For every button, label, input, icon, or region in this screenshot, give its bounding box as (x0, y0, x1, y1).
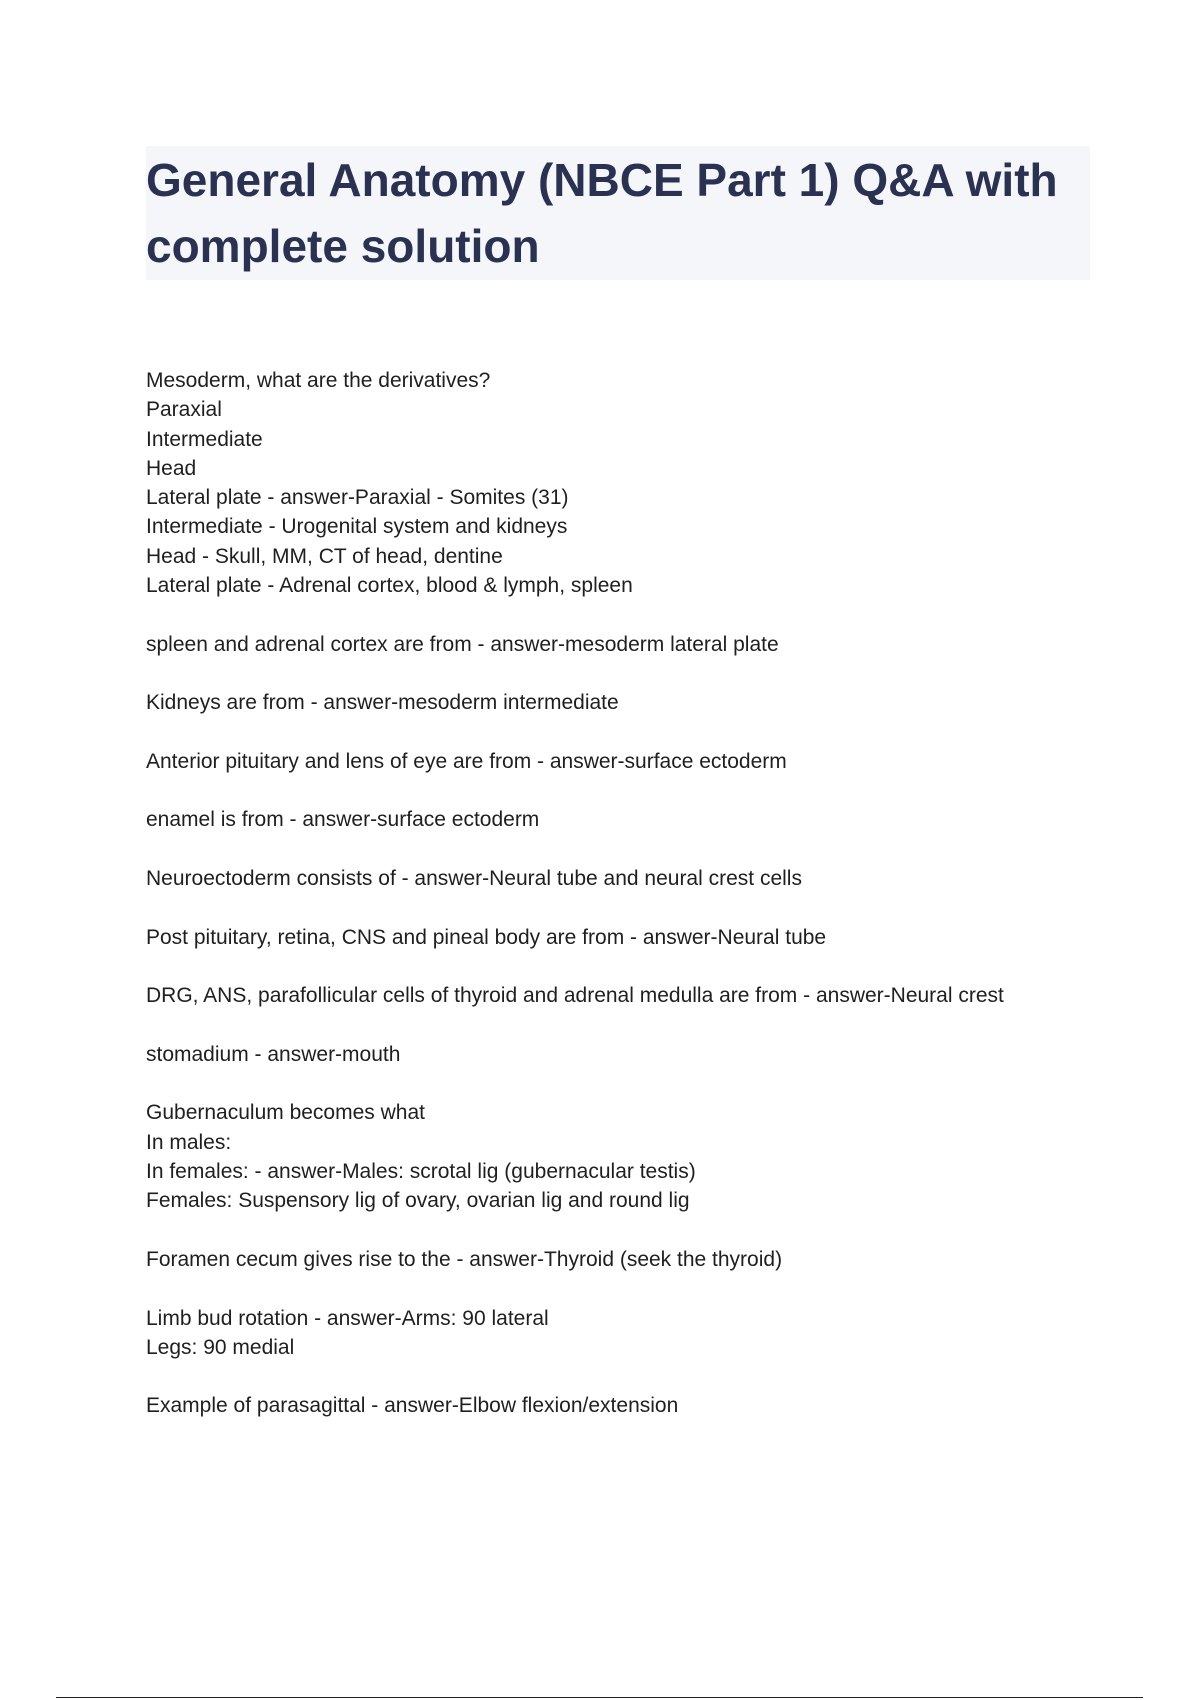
qa-item (146, 1304, 1106, 1363)
qa-line: Limb bud rotation - answer-Arms: 90 lateral (146, 1306, 549, 1330)
qa-line: stomadium - answer-mouth (146, 1042, 401, 1066)
qa-item (146, 1245, 1106, 1274)
footer-divider (56, 1697, 1143, 1698)
title-block (146, 146, 1090, 280)
qa-line: In females: - answer-Males: scrotal lig (gubernacular testis) (146, 1160, 696, 1184)
qa-line: enamel is from - answer-surface ectoderm (146, 808, 540, 832)
qa-line: DRG, ANS, parafollicular cells of thyroid and adrenal medulla are from - answer-Neural crest (146, 984, 1004, 1008)
qa-item (146, 747, 1106, 776)
qa-line: Females: Suspensory lig of ovary, ovarian lig and round lig (146, 1189, 690, 1213)
qa-line: spleen and adrenal cortex are from - answer-mesoderm lateral plate (146, 632, 779, 656)
qa-item (146, 923, 1106, 952)
qa-line: Lateral plate - answer-Paraxial - Somites (31) (146, 486, 569, 510)
qa-line: Legs: 90 medial (146, 1335, 295, 1359)
qa-line: Anterior pituitary and lens of eye are from - answer-surface ectoderm (146, 749, 787, 773)
qa-list (146, 366, 1106, 1450)
qa-line: Gubernaculum becomes what (146, 1101, 425, 1125)
qa-line: Head - Skull, MM, CT of head, dentine (146, 544, 503, 568)
qa-item (146, 805, 1106, 834)
qa-item (146, 366, 1106, 600)
document-title-line-2: complete solution (146, 220, 540, 272)
qa-line: Post pituitary, retina, CNS and pineal body are from - answer-Neural tube (146, 925, 827, 949)
qa-line: Neuroectoderm consists of - answer-Neural tube and neural crest cells (146, 867, 802, 891)
document-title-line-1: General Anatomy (NBCE Part 1) Q&A with (146, 154, 1058, 206)
qa-line: Head (146, 456, 197, 480)
qa-item (146, 688, 1106, 717)
qa-line: Intermediate (146, 427, 263, 451)
qa-line: Intermediate - Urogenital system and kidneys (146, 515, 568, 539)
qa-item (146, 1391, 1106, 1420)
qa-line: Foramen cecum gives rise to the - answer-Thyroid (seek the thyroid) (146, 1247, 783, 1271)
qa-item (146, 1040, 1106, 1069)
qa-line: Example of parasagittal - answer-Elbow flexion/extension (146, 1394, 679, 1418)
qa-line: Lateral plate - Adrenal cortex, blood & lymph, spleen (146, 574, 633, 598)
qa-line: Kidneys are from - answer-mesoderm intermediate (146, 691, 619, 715)
qa-item (146, 630, 1106, 659)
qa-line: Mesoderm, what are the derivatives? (146, 369, 491, 392)
qa-item (146, 981, 1106, 1010)
qa-item (146, 864, 1106, 893)
qa-item (146, 1098, 1106, 1215)
qa-line: In males: (146, 1130, 232, 1154)
qa-line: Paraxial (146, 398, 222, 422)
document-title (146, 146, 1090, 279)
